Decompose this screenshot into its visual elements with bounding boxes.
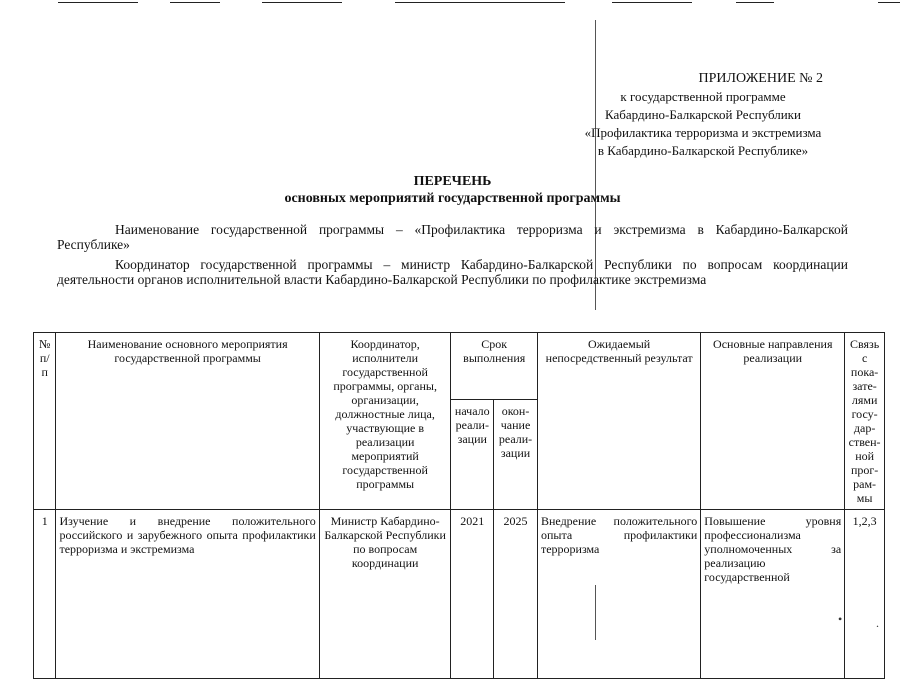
scan-mark: • [838,612,843,626]
cell-result: Внедрение положительного опыта профилактики терроризма [537,510,700,679]
header-directions: Основные направления реализации [701,333,845,510]
cell-name: Изучение и внедрение положительного российского и зарубежного опыта профилактики терроризма и экстремизма [56,510,319,679]
top-rule [58,2,138,3]
header-start: начало реали-зации [451,400,494,510]
table-header-row [34,333,885,400]
cell-end: 2025 [494,510,538,679]
scan-mark: . [876,616,879,630]
header-link: Связь с пока-зате-лями госу-дар-ствен-ной прог-рам-мы [845,333,885,510]
header-end: окон-чание реали-зации [494,400,538,510]
document-subtitle: основных мероприятий государственной программы [284,191,621,206]
header-result: Ожидаемый непосредственный результат [537,333,700,510]
cell-link: 1,2,3 [845,510,885,679]
annex-line: Кабардино-Балкарской Республики [605,107,801,122]
header-num: № п/п [34,333,56,510]
document-title: ПЕРЕЧЕНЬ [413,174,492,189]
program-name-paragraph [57,222,848,252]
annex-header [563,70,843,160]
annex-line: «Профилактика терроризма и экстремизма [584,125,822,140]
program-name-text: Наименование государственной программы – «Профилактика терроризма и экстремизма в Кабардино-Балкарской Республике» [57,222,848,252]
annex-line: к государственной программе [620,89,786,104]
header-name: Наименование основного мероприятия государственной программы [56,333,319,510]
annex-line: в Кабардино-Балкарской Республике» [597,143,809,158]
top-rule [170,2,220,3]
cell-start: 2021 [451,510,494,679]
coordinator-paragraph [57,257,848,287]
top-rule [262,2,342,3]
header-term: Срок выполнения [451,333,537,400]
top-rule [736,2,774,3]
cell-coordinator: Министр Кабардино-Балкарской Республики по вопросам координации [319,510,451,679]
top-rule [395,2,565,3]
annex-title: ПРИЛОЖЕНИЕ № 2 [698,71,823,86]
cell-directions: Повышение уровня профессионализма уполномоченных за реализацию государственной [701,510,845,679]
measures-table [33,332,885,679]
header-coordinator: Координатор, исполнители государственной программы, органы, организации, должностные лица, участвующие в реализации мероприятий государственной программы [319,333,451,510]
cell-num: 1 [34,510,56,679]
top-rule [878,2,900,3]
top-rule [612,2,692,3]
coordinator-text: Координатор государственной программы – министр Кабардино-Балкарской Республики по вопросам координации деятельности органов исполнительной власти Кабардино-Балкарской Республики по профилактике экстремизма [57,257,848,287]
table-row [34,510,885,679]
